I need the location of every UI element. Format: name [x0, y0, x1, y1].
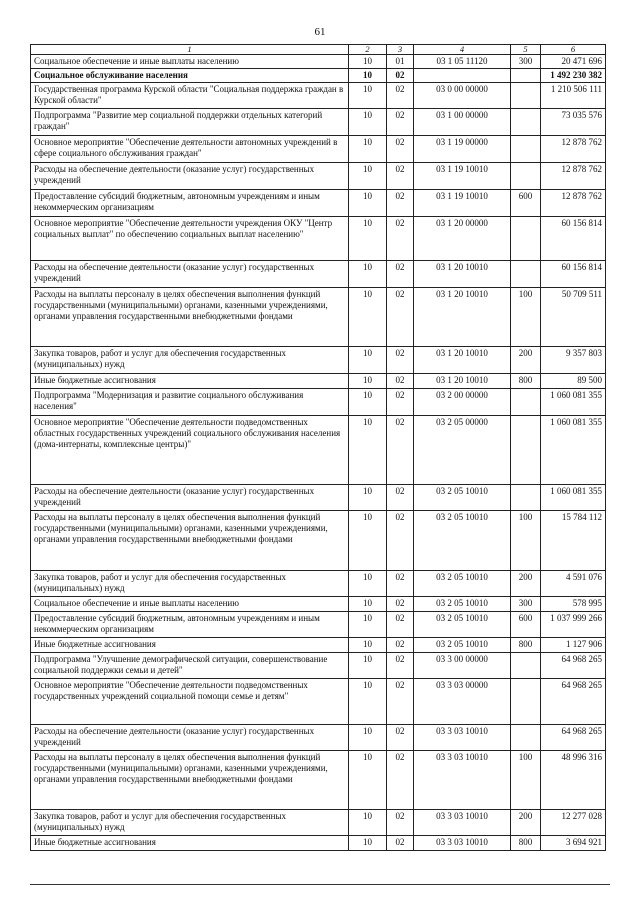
table-row [31, 612, 606, 638]
table-row [31, 83, 606, 109]
row-expense-type [511, 83, 541, 109]
row-section: 10 [349, 571, 387, 597]
row-subsection: 02 [387, 836, 414, 851]
row-expense-type [511, 485, 541, 511]
row-amount: 1 127 906 [541, 638, 606, 653]
row-name: Расходы на обеспечение деятельности (оказание услуг) государственных учреждений [31, 725, 349, 751]
row-target-article: 03 2 00 00000 [414, 389, 511, 416]
row-name: Основное мероприятие "Обеспечение деятельности учреждения ОКУ "Центр социальных выплат" по обеспечению социальных выплат населению" [31, 217, 349, 261]
row-section: 10 [349, 83, 387, 109]
row-amount: 1 060 081 355 [541, 485, 606, 511]
row-target-article: 03 2 05 10010 [414, 597, 511, 612]
row-amount: 1 210 506 111 [541, 83, 606, 109]
row-name: Расходы на выплаты персоналу в целях обеспечения выполнения функций государственными (муниципальными) органами, казенными учреждениями, органами управления государственными внебюджетными фондами [31, 288, 349, 347]
row-subsection: 02 [387, 136, 414, 163]
column-header: 6 [541, 45, 606, 55]
row-expense-type: 800 [511, 374, 541, 389]
table-row [31, 679, 606, 725]
row-name: Расходы на обеспечение деятельности (оказание услуг) государственных учреждений [31, 485, 349, 511]
row-expense-type: 300 [511, 55, 541, 69]
table-row [31, 69, 606, 83]
row-amount: 64 968 265 [541, 653, 606, 679]
row-amount: 50 709 511 [541, 288, 606, 347]
row-target-article: 03 2 05 10010 [414, 511, 511, 571]
row-expense-type [511, 679, 541, 725]
table-row [31, 810, 606, 836]
row-amount: 73 035 576 [541, 109, 606, 136]
row-subsection: 02 [387, 485, 414, 511]
row-section: 10 [349, 836, 387, 851]
row-target-article: 03 3 03 00000 [414, 679, 511, 725]
row-target-article: 03 2 05 10010 [414, 571, 511, 597]
footer-divider [30, 884, 610, 885]
row-expense-type: 100 [511, 288, 541, 347]
row-expense-type [511, 163, 541, 190]
row-section: 10 [349, 69, 387, 83]
row-subsection: 02 [387, 83, 414, 109]
row-amount: 20 471 696 [541, 55, 606, 69]
row-target-article [414, 69, 511, 83]
row-amount: 60 156 814 [541, 217, 606, 261]
row-section: 10 [349, 725, 387, 751]
row-subsection: 02 [387, 261, 414, 288]
table-row [31, 638, 606, 653]
table-row [31, 347, 606, 374]
row-expense-type: 200 [511, 571, 541, 597]
row-amount: 60 156 814 [541, 261, 606, 288]
row-amount: 12 878 762 [541, 190, 606, 217]
row-expense-type: 300 [511, 597, 541, 612]
row-subsection: 02 [387, 638, 414, 653]
row-target-article: 03 3 00 00000 [414, 653, 511, 679]
row-name: Иные бюджетные ассигнования [31, 374, 349, 389]
row-section: 10 [349, 288, 387, 347]
row-amount: 12 277 028 [541, 810, 606, 836]
table-row [31, 597, 606, 612]
row-amount: 48 996 316 [541, 751, 606, 810]
row-amount: 1 037 999 266 [541, 612, 606, 638]
table-header-row [31, 45, 606, 55]
row-section: 10 [349, 597, 387, 612]
table-row [31, 751, 606, 810]
row-target-article: 03 1 19 10010 [414, 163, 511, 190]
row-name: Расходы на обеспечение деятельности (оказание услуг) государственных учреждений [31, 163, 349, 190]
row-amount: 1 492 230 382 [541, 69, 606, 83]
row-name: Расходы на обеспечение деятельности (оказание услуг) государственных учреждений [31, 261, 349, 288]
row-subsection: 02 [387, 511, 414, 571]
row-amount: 12 878 762 [541, 163, 606, 190]
row-name: Социальное обслуживание населения [31, 69, 349, 83]
table-row [31, 416, 606, 485]
table-body [31, 55, 606, 851]
budget-table [30, 44, 606, 851]
table-row [31, 163, 606, 190]
row-expense-type [511, 109, 541, 136]
row-name: Закупка товаров, работ и услуг для обеспечения государственных (муниципальных) нужд [31, 571, 349, 597]
table-row [31, 571, 606, 597]
row-section: 10 [349, 374, 387, 389]
table-row [31, 511, 606, 571]
row-name: Социальное обеспечение и иные выплаты населению [31, 597, 349, 612]
row-expense-type: 100 [511, 751, 541, 810]
row-subsection: 02 [387, 389, 414, 416]
row-amount: 1 060 081 355 [541, 389, 606, 416]
row-name: Иные бюджетные ассигнования [31, 836, 349, 851]
row-amount: 4 591 076 [541, 571, 606, 597]
row-expense-type [511, 653, 541, 679]
row-target-article: 03 2 05 00000 [414, 416, 511, 485]
row-amount: 64 968 265 [541, 679, 606, 725]
row-section: 10 [349, 485, 387, 511]
row-subsection: 02 [387, 217, 414, 261]
row-expense-type [511, 416, 541, 485]
row-subsection: 02 [387, 163, 414, 190]
row-target-article: 03 0 00 00000 [414, 83, 511, 109]
row-expense-type: 800 [511, 638, 541, 653]
row-expense-type [511, 136, 541, 163]
row-name: Закупка товаров, работ и услуг для обеспечения государственных (муниципальных) нужд [31, 810, 349, 836]
row-name: Основное мероприятие "Обеспечение деятельности подведомственных государственных учреждений социальной помощи семье и детям" [31, 679, 349, 725]
row-target-article: 03 3 03 10010 [414, 725, 511, 751]
row-amount: 15 784 112 [541, 511, 606, 571]
row-target-article: 03 2 05 10010 [414, 638, 511, 653]
table-row [31, 109, 606, 136]
column-header: 5 [511, 45, 541, 55]
row-section: 10 [349, 347, 387, 374]
row-expense-type [511, 261, 541, 288]
row-expense-type: 100 [511, 511, 541, 571]
table-row [31, 836, 606, 851]
row-amount: 3 694 921 [541, 836, 606, 851]
row-target-article: 03 2 05 10010 [414, 485, 511, 511]
row-name: Предоставление субсидий бюджетным, автономным учреждениям и иным некоммерческим организациям [31, 190, 349, 217]
row-amount: 89 500 [541, 374, 606, 389]
row-section: 10 [349, 217, 387, 261]
row-subsection: 02 [387, 597, 414, 612]
row-amount: 64 968 265 [541, 725, 606, 751]
row-subsection: 02 [387, 69, 414, 83]
row-section: 10 [349, 810, 387, 836]
row-target-article: 03 1 05 11120 [414, 55, 511, 69]
row-amount: 1 060 081 355 [541, 416, 606, 485]
row-target-article: 03 1 20 10010 [414, 347, 511, 374]
row-section: 10 [349, 55, 387, 69]
row-name: Расходы на выплаты персоналу в целях обеспечения выполнения функций государственными (муниципальными) органами, казенными учреждениями, органами управления государственными внебюджетными фондами [31, 751, 349, 810]
row-target-article: 03 1 19 10010 [414, 190, 511, 217]
row-section: 10 [349, 653, 387, 679]
table-row [31, 190, 606, 217]
row-section: 10 [349, 638, 387, 653]
row-subsection: 02 [387, 374, 414, 389]
row-name: Предоставление субсидий бюджетным, автономным учреждениям и иным некоммерческим организациям [31, 612, 349, 638]
row-name: Подпрограмма "Модернизация и развитие социального обслуживания населения" [31, 389, 349, 416]
table-row [31, 389, 606, 416]
row-section: 10 [349, 612, 387, 638]
row-target-article: 03 3 03 10010 [414, 810, 511, 836]
row-expense-type: 200 [511, 810, 541, 836]
row-expense-type: 600 [511, 190, 541, 217]
table-row [31, 55, 606, 69]
row-subsection: 02 [387, 571, 414, 597]
row-section: 10 [349, 751, 387, 810]
row-subsection: 01 [387, 55, 414, 69]
row-target-article: 03 1 20 10010 [414, 261, 511, 288]
page-number: 61 [314, 26, 326, 38]
row-expense-type: 600 [511, 612, 541, 638]
row-section: 10 [349, 389, 387, 416]
row-name: Социальное обеспечение и иные выплаты населению [31, 55, 349, 69]
row-target-article: 03 1 20 00000 [414, 217, 511, 261]
row-expense-type [511, 217, 541, 261]
table-row [31, 217, 606, 261]
row-section: 10 [349, 416, 387, 485]
row-subsection: 02 [387, 416, 414, 485]
row-target-article: 03 1 00 00000 [414, 109, 511, 136]
row-subsection: 02 [387, 288, 414, 347]
row-name: Подпрограмма "Улучшение демографической ситуации, совершенствование социальной поддержки семьи и детей" [31, 653, 349, 679]
column-header: 4 [414, 45, 511, 55]
row-subsection: 02 [387, 190, 414, 217]
row-section: 10 [349, 511, 387, 571]
row-section: 10 [349, 163, 387, 190]
table-row [31, 725, 606, 751]
row-subsection: 02 [387, 347, 414, 374]
column-header: 1 [31, 45, 349, 55]
row-name: Расходы на выплаты персоналу в целях обеспечения выполнения функций государственными (муниципальными) органами, казенными учреждениями, органами управления государственными внебюджетными фондами [31, 511, 349, 571]
row-section: 10 [349, 679, 387, 725]
row-subsection: 02 [387, 679, 414, 725]
column-header: 3 [387, 45, 414, 55]
table-row [31, 261, 606, 288]
table-row [31, 136, 606, 163]
row-section: 10 [349, 136, 387, 163]
table-row [31, 485, 606, 511]
row-section: 10 [349, 109, 387, 136]
row-name: Иные бюджетные ассигнования [31, 638, 349, 653]
row-expense-type [511, 69, 541, 83]
row-amount: 578 995 [541, 597, 606, 612]
row-name: Государственная программа Курской области "Социальная поддержка граждан в Курской области" [31, 83, 349, 109]
row-subsection: 02 [387, 109, 414, 136]
row-name: Подпрограмма "Развитие мер социальной поддержки отдельных категорий граждан" [31, 109, 349, 136]
column-header: 2 [349, 45, 387, 55]
row-expense-type [511, 725, 541, 751]
row-target-article: 03 2 05 10010 [414, 612, 511, 638]
row-target-article: 03 1 19 00000 [414, 136, 511, 163]
row-target-article: 03 1 20 10010 [414, 374, 511, 389]
row-target-article: 03 3 03 10010 [414, 751, 511, 810]
row-name: Основное мероприятие "Обеспечение деятельности подведомственных областных государственных учреждений социального обслуживания населения (дома-интернаты, комплексные центры)" [31, 416, 349, 485]
row-section: 10 [349, 190, 387, 217]
row-expense-type: 800 [511, 836, 541, 851]
row-subsection: 02 [387, 810, 414, 836]
table-row [31, 653, 606, 679]
row-amount: 12 878 762 [541, 136, 606, 163]
row-subsection: 02 [387, 612, 414, 638]
row-target-article: 03 3 03 10010 [414, 836, 511, 851]
row-subsection: 02 [387, 725, 414, 751]
row-subsection: 02 [387, 751, 414, 810]
row-section: 10 [349, 261, 387, 288]
row-expense-type: 200 [511, 347, 541, 374]
row-expense-type [511, 389, 541, 416]
row-amount: 9 357 803 [541, 347, 606, 374]
table-row [31, 374, 606, 389]
row-name: Основное мероприятие "Обеспечение деятельности автономных учреждений в сфере социального обслуживания граждан" [31, 136, 349, 163]
row-name: Закупка товаров, работ и услуг для обеспечения государственных (муниципальных) нужд [31, 347, 349, 374]
row-target-article: 03 1 20 10010 [414, 288, 511, 347]
table-row [31, 288, 606, 347]
row-subsection: 02 [387, 653, 414, 679]
